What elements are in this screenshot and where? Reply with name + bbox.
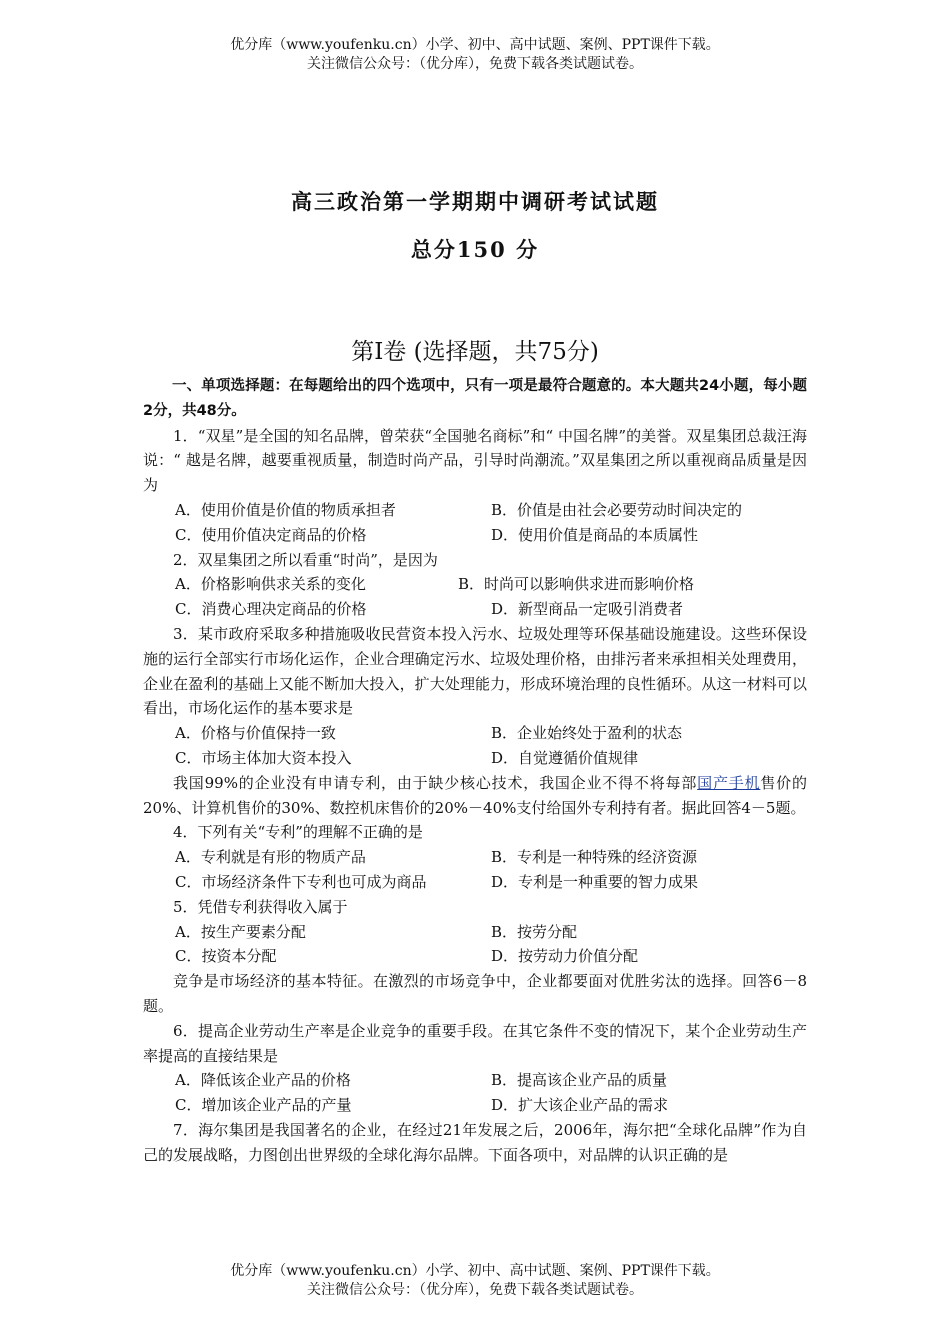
- question-1-options-row-2: [143, 523, 807, 548]
- section-heading: 第Ⅰ卷 (选择题，共75分): [351, 339, 599, 365]
- question-3-options-row-2: [143, 746, 807, 771]
- question-4-options-row-2: [143, 870, 807, 895]
- question-6-stem: 6．提高企业劳动生产率是企业竞争的重要手段。在其它条件不变的情况下，某个企业劳动生产率提高的直接结果是: [143, 1021, 807, 1065]
- q4-option-a: A．专利就是有形的物质产品: [175, 848, 366, 867]
- question-1-stem: 1．“双星”是全国的知名品牌，曾荣获“全国驰名商标”和“ 中国名牌”的美誉。双星集团总裁汪海说：“ 越是名牌，越要重视质量，制造时尚产品，引导时尚潮流。”双星集团之所以重视商品质量是因为: [143, 426, 807, 495]
- q3-option-c: C．市场主体加大资本投入: [175, 748, 352, 767]
- q1-option-d: D．使用价值是商品的本质属性: [491, 525, 699, 544]
- question-2-options-row-1: [143, 572, 807, 597]
- exam-body: [143, 374, 807, 1168]
- q6-option-b: B．提高该企业产品的质量: [491, 1071, 668, 1090]
- material-competition: 竞争是市场经济的基本特征。在激烈的市场竞争中，企业都要面对优胜劣汰的选择。回答6－8题。: [143, 972, 807, 1015]
- footer-line-1: 优分库（www.youfenku.cn）小学、初中、高中试题、案例、PPT课件下载。: [230, 1263, 720, 1279]
- domestic-phone-link[interactable]: 国产手机: [697, 773, 761, 792]
- question-3-options-row-1: [143, 721, 807, 746]
- instructions: 一、单项选择题：在每题给出的四个选项中，只有一项是最符合题意的。本大题共24小题，每小题2分，共48分。: [143, 378, 807, 419]
- q3-option-b: B．企业始终处于盈利的状态: [491, 724, 683, 743]
- question-6-options-row-2: [143, 1093, 807, 1118]
- q5-option-d: D．按劳动力价值分配: [491, 947, 639, 966]
- material-patents-text-1: 我国99%的企业没有申请专利，由于缺少核心技术，我国企业不得不将每部: [173, 773, 698, 792]
- q2-option-a: A．价格影响供求关系的变化: [175, 575, 366, 594]
- header-line-2: 关注微信公众号：（优分库），免费下载各类试题试卷。: [307, 56, 643, 72]
- q4-option-d: D．专利是一种重要的智力成果: [491, 872, 699, 891]
- question-1-options-row-1: [143, 498, 807, 523]
- question-2-stem: 2．双星集团之所以看重“时尚”，是因为: [173, 550, 438, 569]
- q3-option-a: A．价格与价值保持一致: [175, 724, 336, 743]
- q2-option-b: B．时尚可以影响供求进而影响价格: [458, 575, 695, 594]
- q1-option-c: C．使用价值决定商品的价格: [175, 525, 367, 544]
- q5-option-c: C．按资本分配: [175, 947, 277, 966]
- q2-option-d: D．新型商品一定吸引消费者: [491, 600, 684, 619]
- exam-title: 高三政治第一学期期中调研考试试题: [291, 189, 659, 214]
- exam-total-score: 总分150 分: [410, 237, 540, 262]
- q1-option-a: A．使用价值是价值的物质承担者: [175, 500, 396, 519]
- question-5-stem: 5．凭借专利获得收入属于: [173, 897, 348, 916]
- header-line-1: 优分库（www.youfenku.cn）小学、初中、高中试题、案例、PPT课件下载。: [230, 37, 720, 53]
- q2-option-c: C．消费心理决定商品的价格: [175, 600, 367, 619]
- q6-option-a: A．降低该企业产品的价格: [175, 1071, 351, 1090]
- question-7-stem: 7．海尔集团是我国著名的企业，在经过21年发展之后，2006年，海尔把“全球化品牌”作为自己的发展战略，力图创出世界级的全球化海尔品牌。下面各项中，对品牌的认识正确的是: [143, 1120, 807, 1164]
- question-6-options-row-1: [143, 1068, 807, 1093]
- material-patents: [143, 771, 807, 821]
- q3-option-d: D．自觉遵循价值规律: [491, 748, 639, 767]
- question-2-options-row-2: [143, 597, 807, 622]
- q6-option-d: D．扩大该企业产品的需求: [491, 1096, 669, 1115]
- q5-option-a: A．按生产要素分配: [175, 922, 306, 941]
- q5-option-b: B．按劳分配: [491, 922, 578, 941]
- q1-option-b: B．价值是由社会必要劳动时间决定的: [491, 500, 743, 519]
- q4-option-c: C．市场经济条件下专利也可成为商品: [175, 872, 427, 891]
- question-5-options-row-1: [143, 920, 807, 945]
- question-4-stem: 4．下列有关“专利”的理解不正确的是: [173, 823, 423, 842]
- q4-option-b: B．专利是一种特殊的经济资源: [491, 848, 698, 867]
- question-5-options-row-2: [143, 944, 807, 969]
- question-3-stem: 3．某市政府采取多种措施吸收民营资本投入污水、垃圾处理等环保基础设施建设。这些环保设施的运行全部实行市场化运作，企业合理确定污水、垃圾处理价格，由排污者来承担相关处理费用，企业在盈利的基础上又能不断加大投入，扩大处理能力，形成环境治理的良性循环。从这一材料可以看出，市场化运作的基本要求是: [143, 624, 807, 718]
- q6-option-c: C．增加该企业产品的产量: [175, 1096, 352, 1115]
- page-header: [0, 36, 950, 74]
- question-4-options-row-1: [143, 845, 807, 870]
- footer-line-2: 关注微信公众号：（优分库），免费下载各类试题试卷。: [307, 1282, 643, 1298]
- page-footer: [0, 1262, 950, 1300]
- material-patents-text-2: 售价的20%、计算机售价的30%、数控机床售价的20%－40%支付给国外专利持有者。据此回答4－5题。: [143, 773, 807, 817]
